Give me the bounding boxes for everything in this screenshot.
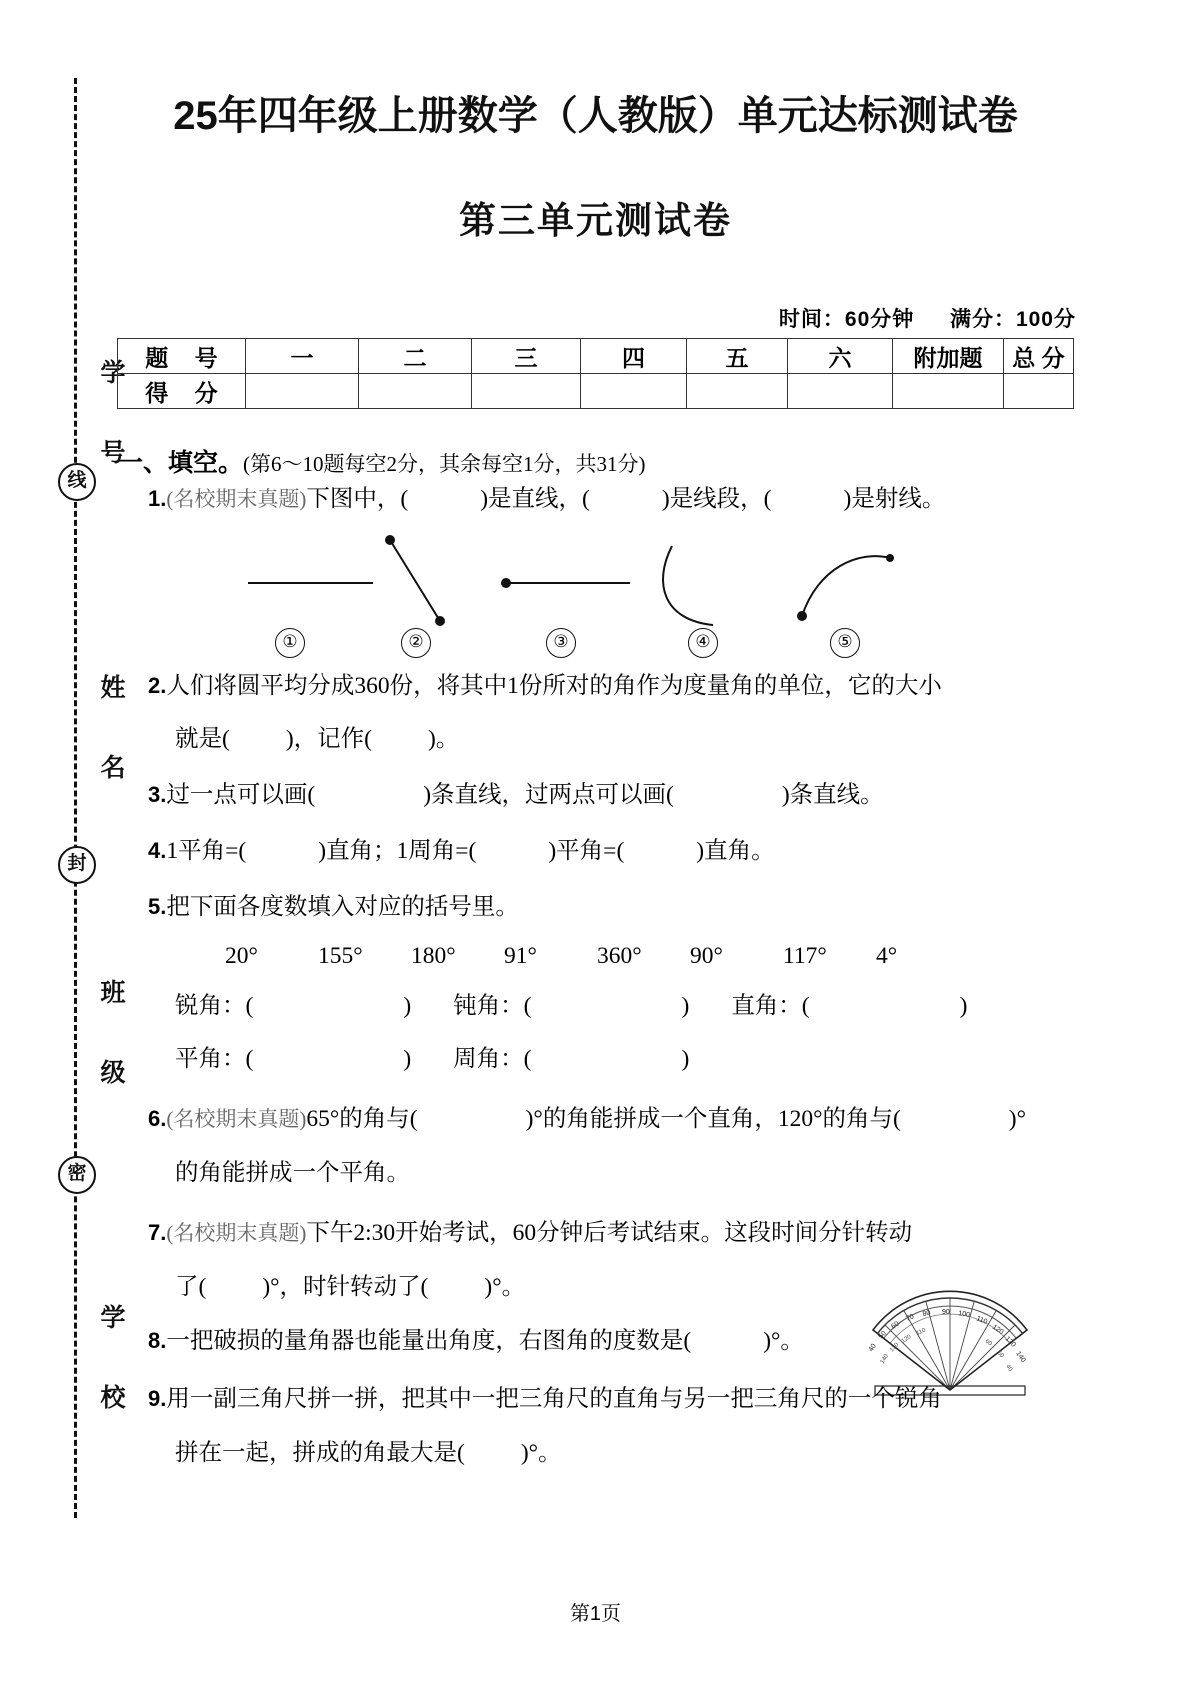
question-7-source: (名校期末真题) xyxy=(166,1221,307,1245)
question-7-part-1: 了( xyxy=(175,1274,207,1300)
protractor-tick-130: 130 xyxy=(1003,1335,1017,1349)
figure-label-2: ② xyxy=(401,628,431,658)
protractor-inner-tick-60: 60 xyxy=(983,1338,993,1348)
protractor-tick-110: 110 xyxy=(975,1315,989,1326)
category-label-acute: 锐角：( xyxy=(175,993,254,1019)
question-6-text-2: 的角能拼成一个平角。 xyxy=(175,1160,410,1186)
protractor-tick-50: 50 xyxy=(877,1329,888,1341)
question-5 xyxy=(148,896,519,920)
figure-5-curve xyxy=(802,556,890,616)
question-2-number: 2. xyxy=(148,673,167,698)
score-table-col-total: 总 分 xyxy=(1004,339,1074,374)
question-9-number: 9. xyxy=(148,1386,167,1411)
question-2-part-3: )。 xyxy=(427,726,460,752)
score-table-col-1: 一 xyxy=(246,339,359,374)
question-8-number: 8. xyxy=(148,1328,167,1353)
category-label-round: 周角：( xyxy=(453,1046,532,1072)
question-8 xyxy=(148,1330,804,1354)
question-1-figures xyxy=(118,528,1078,653)
protractor-tick-100: 100 xyxy=(957,1310,971,1319)
score-table-col-3: 三 xyxy=(472,339,581,374)
score-table-col-extra: 附加题 xyxy=(893,339,1004,374)
figure-label-4: ④ xyxy=(688,628,718,658)
score-cell-total[interactable] xyxy=(1004,374,1074,409)
question-3-part-3: )条直线。 xyxy=(781,782,884,808)
protractor-inner-tick-50: 50 xyxy=(995,1350,1005,1360)
score-cell-4[interactable] xyxy=(581,374,687,409)
score-table-row-label-2: 得 分 xyxy=(118,374,246,409)
question-9-text: 用一副三角尺拼一拼，把其中一把三角尺的直角与另一把三角尺的一个锐角 xyxy=(166,1386,942,1412)
side-label-student-number: 学 号 xyxy=(97,358,124,478)
protractor-tick-140: 140 xyxy=(1014,1350,1027,1364)
score-cell-3[interactable] xyxy=(472,374,581,409)
question-3-part-2: )条直线，过两点可以画( xyxy=(423,782,674,808)
protractor-tick-90: 90 xyxy=(942,1309,950,1316)
question-2-part-1: 就是( xyxy=(175,726,230,752)
question-3-number: 3. xyxy=(148,782,167,807)
degree-value-3: 180° xyxy=(411,943,456,969)
protractor-inner-tick-120: 120 xyxy=(900,1334,913,1345)
question-3-part-1: 过一点可以画( xyxy=(166,782,316,808)
question-2-line-1 xyxy=(148,675,942,699)
figure-label-5: ⑤ xyxy=(830,628,860,658)
question-1-source: (名校期末真题) xyxy=(166,487,307,511)
question-4-part-2: )直角；1周角=( xyxy=(318,838,477,864)
question-1-number: 1. xyxy=(148,486,167,511)
score-cell-extra[interactable] xyxy=(893,374,1004,409)
table-row-header xyxy=(118,339,1074,374)
question-3 xyxy=(148,784,884,808)
binding-strip xyxy=(60,78,124,1518)
figure-label-3: ③ xyxy=(546,628,576,658)
protractor-tick-40: 40 xyxy=(867,1342,878,1354)
time-limit-label: 时间：60分钟 xyxy=(778,308,915,331)
score-table-row-label-1: 题 号 xyxy=(118,339,246,374)
question-6-source: (名校期末真题) xyxy=(166,1107,307,1131)
question-8-part-2: )°。 xyxy=(763,1328,804,1354)
protractor-tick-80: 80 xyxy=(922,1309,932,1318)
page-subtitle: 第三单元测试卷 xyxy=(459,200,732,241)
question-9-line-2 xyxy=(175,1442,562,1466)
question-6-line-1 xyxy=(148,1108,1026,1132)
page-title: 25年四年级上册数学（人教版）单元达标测试卷 xyxy=(173,94,1018,138)
score-cell-2[interactable] xyxy=(359,374,472,409)
score-cell-6[interactable] xyxy=(788,374,893,409)
score-table-col-5: 五 xyxy=(687,339,788,374)
category-close-obtuse: ) xyxy=(681,993,690,1019)
question-9-part-2: )°。 xyxy=(520,1440,562,1466)
degree-value-6: 90° xyxy=(690,943,723,969)
question-5-text: 把下面各度数填入对应的括号里。 xyxy=(166,894,519,920)
degree-value-8: 4° xyxy=(876,943,898,969)
question-6-line-2 xyxy=(175,1162,410,1186)
protractor-svg xyxy=(845,1290,1055,1400)
figure-label-1: ① xyxy=(275,628,305,658)
category-label-right: 直角：( xyxy=(731,993,810,1019)
broken-protractor-figure xyxy=(845,1290,1055,1400)
figure-5-endpoint xyxy=(797,611,807,621)
exam-meta xyxy=(779,303,1076,333)
question-7-part-3: )°。 xyxy=(484,1274,526,1300)
protractor-tick-120: 120 xyxy=(990,1323,1005,1337)
question-7-line-2 xyxy=(175,1276,525,1300)
side-label-name: 姓 名 xyxy=(97,673,124,793)
question-1-part-1: 下图中，( xyxy=(306,486,409,512)
question-2-part-2: )，记作( xyxy=(285,726,372,752)
question-5-degree-list xyxy=(225,943,969,970)
figure-2-endpoint-bottom xyxy=(435,616,445,626)
question-4-part-4: )直角。 xyxy=(696,838,775,864)
section-note: (第6～10题每空2分，其余每空1分，共31分) xyxy=(243,452,646,476)
category-close-right: ) xyxy=(959,993,968,1019)
degree-value-4: 91° xyxy=(504,943,537,969)
question-5-categories-row-2 xyxy=(175,1048,689,1072)
figure-4-curve xyxy=(663,546,713,625)
protractor-inner-tick-40: 40 xyxy=(1004,1363,1013,1373)
question-7-text: 下午2:30开始考试，60分钟后考试结束。这段时间分针转动 xyxy=(306,1220,913,1246)
score-table xyxy=(117,338,1074,409)
question-4-number: 4. xyxy=(148,838,167,863)
protractor-inner-tick-110: 110 xyxy=(915,1327,927,1337)
question-1-part-2: )是直线，( xyxy=(480,486,590,512)
question-6-part-3: )° xyxy=(1008,1106,1027,1132)
question-4-part-1: 1平角=( xyxy=(166,838,247,864)
page-footer: 第1页 xyxy=(569,1603,622,1625)
protractor-inner-tick-130: 130 xyxy=(889,1342,901,1354)
question-9-part-1: 拼在一起，拼成的角最大是( xyxy=(175,1440,465,1466)
category-label-straight: 平角：( xyxy=(175,1046,254,1072)
figure-2-endpoint-top xyxy=(385,535,395,545)
question-4-part-3: )平角=( xyxy=(548,838,625,864)
score-table-col-6: 六 xyxy=(788,339,893,374)
section-heading xyxy=(118,443,646,479)
question-8-part-1: 一把破损的量角器也能量出角度，右图角的度数是( xyxy=(166,1328,692,1354)
figure-2-segment xyxy=(390,540,440,621)
question-9-line-1 xyxy=(148,1388,942,1412)
figure-3-endpoint xyxy=(501,578,511,588)
table-row-scores xyxy=(118,374,1074,409)
question-7-line-1 xyxy=(148,1222,912,1246)
category-close-round: ) xyxy=(681,1046,690,1072)
degree-value-7: 117° xyxy=(783,943,827,969)
question-7-part-2: )°，时针转动了( xyxy=(262,1274,429,1300)
question-1-part-3: )是线段，( xyxy=(661,486,772,512)
question-6-part-1: 65°的角与( xyxy=(306,1106,418,1132)
side-label-class: 班 级 xyxy=(97,978,124,1098)
protractor-tick-70: 70 xyxy=(905,1313,915,1323)
figure-5-endpoint-2 xyxy=(886,554,894,562)
question-6-number: 6. xyxy=(148,1106,167,1131)
protractor-inner-tick-140: 140 xyxy=(879,1353,891,1366)
score-table-col-2: 二 xyxy=(359,339,472,374)
degree-value-2: 155° xyxy=(318,943,363,969)
degree-value-5: 360° xyxy=(597,943,642,969)
question-2-text: 人们将圆平均分成360份，将其中1份所对的角作为度量角的单位，它的大小 xyxy=(166,673,942,699)
category-close-straight: ) xyxy=(403,1046,412,1072)
side-label-school: 学 校 xyxy=(97,1303,124,1423)
question-5-number: 5. xyxy=(148,894,167,919)
degree-value-1: 20° xyxy=(225,943,258,969)
question-4 xyxy=(148,840,775,864)
score-table-col-4: 四 xyxy=(581,339,687,374)
seal-char-line: 线 xyxy=(58,463,96,501)
score-cell-5[interactable] xyxy=(687,374,788,409)
seal-char-secret: 密 xyxy=(58,1156,96,1194)
category-close-acute: ) xyxy=(403,993,412,1019)
seal-char-seal: 封 xyxy=(58,846,96,884)
category-label-obtuse: 钝角：( xyxy=(453,993,532,1019)
section-title: 一、填空。 xyxy=(118,450,244,477)
score-cell-1[interactable] xyxy=(246,374,359,409)
full-score-label: 满分：100分 xyxy=(949,308,1076,331)
question-6-part-2: )°的角能拼成一个直角，120°的角与( xyxy=(525,1106,901,1132)
question-7-number: 7. xyxy=(148,1220,167,1245)
question-1-part-4: )是射线。 xyxy=(843,486,946,512)
question-1 xyxy=(148,488,945,512)
protractor-tick-60: 60 xyxy=(890,1320,901,1331)
question-2-line-2 xyxy=(175,728,459,752)
question-5-categories-row-1 xyxy=(175,995,967,1019)
geometry-figures-svg xyxy=(118,528,1078,653)
